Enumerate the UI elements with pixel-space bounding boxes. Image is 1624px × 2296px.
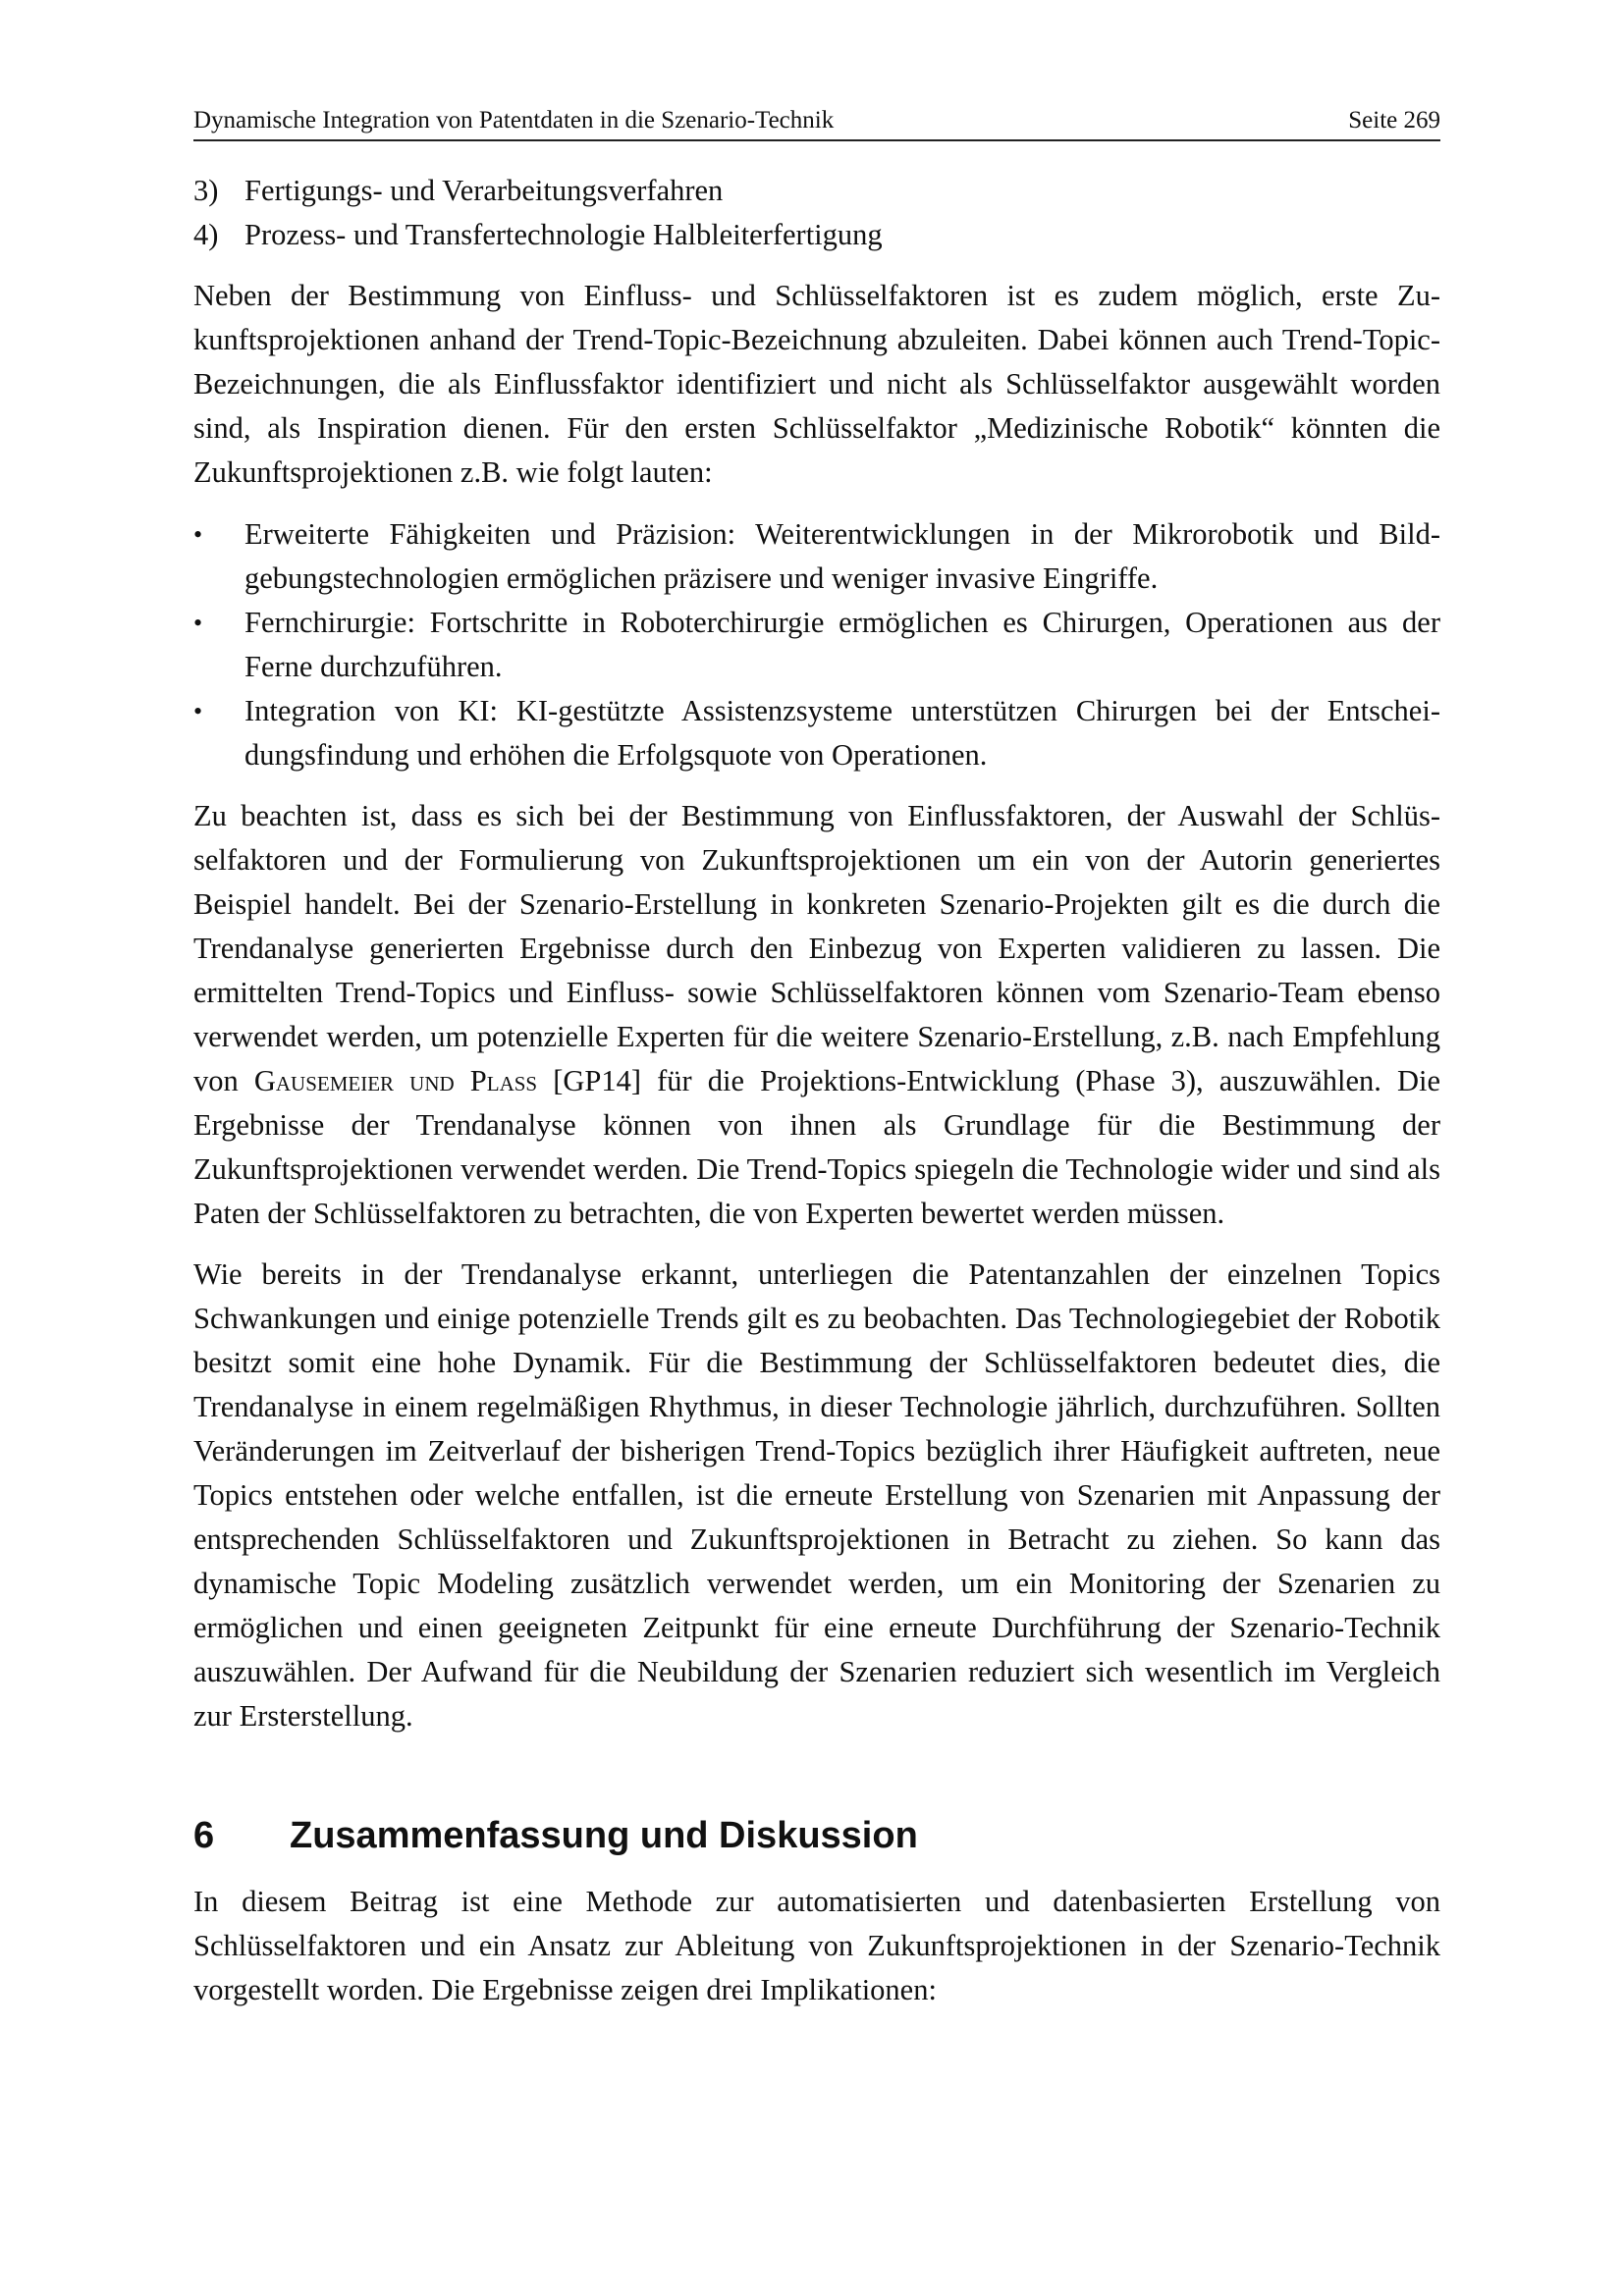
list-number: 3) <box>193 174 219 207</box>
bullet-icon: • <box>193 697 203 725</box>
bullet-item <box>193 601 1440 689</box>
header-title: Dynamische Integration von Patentdaten in die Szenario-Technik <box>193 107 835 133</box>
paragraph-summary: In diesem Beitrag ist eine Methode zur automatisierten und datenbasierten Erstellung von Schlüsselfaktoren und ein Ansatz zur Ableitung von Zukunftsprojektionen in der Szenario-Technik vorgestellt worden. Die Ergebnisse zeigen drei Implikationen: <box>193 1885 1440 2006</box>
list-text: Fertigungs- und Verarbeitungsverfahren <box>244 174 724 207</box>
section-title: Zusammenfassung und Diskussion <box>290 1815 918 1856</box>
bullet-text: Erweiterte Fähigkeiten und Präzision: Weiterentwicklungen in der Mikrorobotik und Bildgebungstechnologien ermöglichen präzisere und weniger invasive Eingriffe. <box>244 517 1440 595</box>
numbered-list <box>193 169 1440 257</box>
list-item <box>193 169 1440 213</box>
list-item <box>193 213 1440 257</box>
page-number: Seite 269 <box>1348 107 1440 133</box>
list-text: Prozess- und Transfertechnologie Halbleiterfertigung <box>244 218 883 251</box>
running-header <box>193 106 1440 141</box>
paragraph-note-example <box>193 794 1440 1236</box>
paragraph-dynamics: Wie bereits in der Trendanalyse erkannt, unterliegen die Patentanzahlen der einzelnen Topics Schwankungen und einige potenzielle Trends gilt es zu beobachten. Das Technologiegebiet der Robotik besitzt somit eine hohe Dynamik. Für die Bestimmung der Schlüsselfaktoren bedeutet dies, die Trendanalyse in einem regelmäßigen Rhythmus, in dieser Technologie jährlich, durchzuführen. Sollten Veränderungen im Zeitverlauf der bisherigen Trend-Topics bezüglich ihrer Häufigkeit auftreten, neue Topics entstehen oder welche entfallen, ist die erneute Erstellung von Szenarien mit Anpassung der entsprechenden Schlüsselfaktoren und Zukunftsprojektionen in Betracht zu ziehen. So kann das dynamische Topic Modeling zusätzlich verwendet werden, um ein Monitoring der Szenarien zu ermöglichen und einen geeigneten Zeitpunkt für eine erneute Durchführung der Szenario-Technik auszuwählen. Der Aufwand für die Neubildung der Szenarien reduziert sich wesentlich im Vergleich zur Ersterstellung. <box>193 1257 1440 1733</box>
paragraph-text: [GP14] für die Projektions-Entwicklung (Phase 3), auszuwählen. Die Ergebnisse der Trendanalyse können von ihnen als Grundlage für die Bestimmung der Zukunftsprojektionen verwendet werden. Die Trend-Topics spiegeln die Technologie wider und sind als Paten der Schlüsselfaktoren zu betrachten, die von Experten bewertet werden müssen. <box>193 1064 1441 1230</box>
paragraph-text: Zu beachten ist, dass es sich bei der Bestimmung von Einflussfaktoren, der Auswahl der Schlüsselfaktoren und der Formulierung von Zukunftsprojektionen um ein von der Autorin generiertes Beispiel handelt. Bei der Szenario-Erstellung in konkreten Szenario-Projekten gilt es die durch die Trendanalyse generierten Ergebnisse durch den Einbezug von Experten validieren zu lassen. Die ermittelten Trend-Topics und Einfluss- sowie Schlüsselfaktoren können vom Szenario-Team ebenso verwendet werden, um potenzielle Experten für die weitere Szenario-Erstellung, z.B. nach Empfehlung von <box>193 799 1440 1097</box>
document-page <box>193 106 1440 2012</box>
bullet-icon: • <box>193 609 203 637</box>
bullet-list <box>193 512 1440 777</box>
bullet-item <box>193 512 1440 601</box>
author-name: Plass <box>469 1064 538 1097</box>
bullet-text: Integration von KI: KI-gestützte Assistenzsysteme unterstützen Chirurgen bei der Entscheidungsfindung und erhöhen die Erfolgsquote von Operationen. <box>244 694 1440 772</box>
author-conjunction: und <box>409 1064 455 1097</box>
bullet-item <box>193 689 1440 777</box>
bullet-icon: • <box>193 520 203 549</box>
list-number: 4) <box>193 218 219 251</box>
author-name: Gausemeier <box>253 1064 395 1097</box>
section-number: 6 <box>193 1815 215 1856</box>
section-heading <box>193 1813 1440 1858</box>
bullet-text: Fernchirurgie: Fortschritte in Roboterchirurgie ermöglichen es Chirurgen, Operationen aus der Ferne durchzuführen. <box>244 606 1440 683</box>
paragraph-intro-projections: Neben der Bestimmung von Einfluss- und Schlüsselfaktoren ist es zudem möglich, erste Zukunftsprojektionen anhand der Trend-Topic-Bezeichnung abzuleiten. Dabei können auch Trend-Topic-Bezeichnungen, die als Einflussfaktor identifiziert und nicht als Schlüsselfaktor ausgewählt worden sind, als Inspiration dienen. Für den ersten Schlüsselfaktor „Medizinische Robotik“ könnten die Zukunftsprojektionen z.B. wie folgt lauten: <box>193 279 1440 489</box>
